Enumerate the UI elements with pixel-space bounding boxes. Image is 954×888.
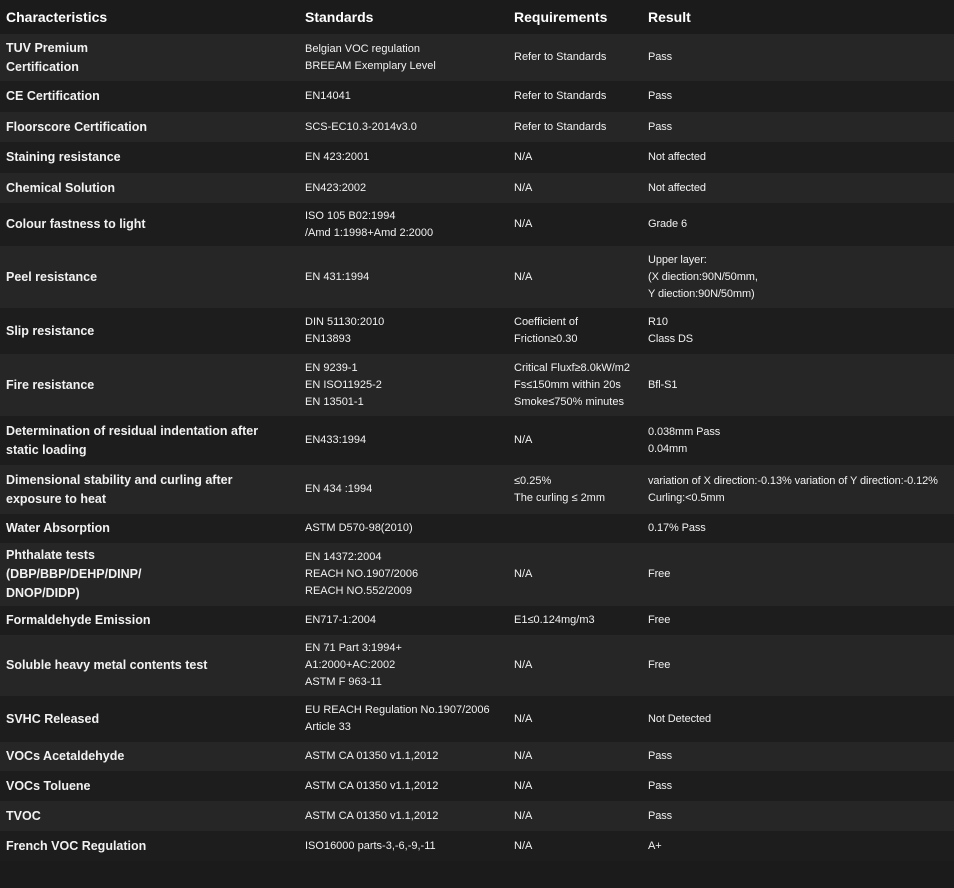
characteristic-cell: Phthalate tests (DBP/BBP/DEHP/DINP/ DNOP/DIDP)	[0, 543, 299, 606]
requirement-cell: N/A	[508, 543, 642, 606]
requirement-cell: N/A	[508, 173, 642, 203]
table-row	[0, 696, 954, 742]
table-row	[0, 203, 954, 246]
characteristic-cell: Peel resistance	[0, 246, 299, 308]
result-cell: Pass	[642, 742, 954, 771]
result-cell: Bfl-S1	[642, 354, 954, 416]
characteristic-cell: French VOC Regulation	[0, 831, 299, 861]
requirement-cell: Coefficient of Friction≥0.30	[508, 308, 642, 354]
standard-cell: EN 14372:2004 REACH NO.1907/2006 REACH NO.552/2009	[299, 543, 508, 606]
table-row	[0, 771, 954, 801]
table-row	[0, 801, 954, 831]
requirement-cell: N/A	[508, 742, 642, 771]
characteristic-cell: VOCs Toluene	[0, 771, 299, 801]
column-header-characteristics: Characteristics	[0, 0, 299, 34]
table-row	[0, 416, 954, 465]
table-row	[0, 112, 954, 142]
characteristic-cell: Slip resistance	[0, 308, 299, 354]
standard-cell: EU REACH Regulation No.1907/2006 Article 33	[299, 696, 508, 742]
characteristic-cell: TVOC	[0, 801, 299, 831]
standard-cell: ASTM CA 01350 v1.1,2012	[299, 801, 508, 831]
requirement-cell: N/A	[508, 203, 642, 246]
table-row	[0, 514, 954, 543]
characteristic-cell: Chemical Solution	[0, 173, 299, 203]
characteristic-cell: CE Certification	[0, 81, 299, 112]
standard-cell: DIN 51130:2010 EN13893	[299, 308, 508, 354]
result-cell: 0.17% Pass	[642, 514, 954, 543]
result-cell: Not affected	[642, 142, 954, 173]
result-cell: Pass	[642, 81, 954, 112]
requirement-cell: ≤0.25% The curling ≤ 2mm	[508, 465, 642, 514]
result-cell: A+	[642, 831, 954, 861]
characteristic-cell: Dimensional stability and curling after exposure to heat	[0, 465, 299, 514]
result-cell: Free	[642, 635, 954, 696]
requirement-cell: Refer to Standards	[508, 81, 642, 112]
table-row	[0, 606, 954, 635]
requirement-cell: N/A	[508, 246, 642, 308]
table-row	[0, 635, 954, 696]
result-cell: Pass	[642, 771, 954, 801]
result-cell: Free	[642, 606, 954, 635]
characteristic-cell: Floorscore Certification	[0, 112, 299, 142]
requirement-cell: Critical Fluxf≥8.0kW/m2 Fs≤150mm within 20s Smoke≤750% minutes	[508, 354, 642, 416]
standard-cell: ISO 105 B02:1994 /Amd 1:1998+Amd 2:2000	[299, 203, 508, 246]
table-row	[0, 354, 954, 416]
characteristic-cell: VOCs Acetaldehyde	[0, 742, 299, 771]
table-row	[0, 308, 954, 354]
standard-cell: ASTM D570-98(2010)	[299, 514, 508, 543]
requirement-cell	[508, 514, 642, 543]
requirement-cell: N/A	[508, 801, 642, 831]
standard-cell: EN717-1:2004	[299, 606, 508, 635]
requirement-cell: N/A	[508, 831, 642, 861]
standard-cell: Belgian VOC regulation BREEAM Exemplary Level	[299, 34, 508, 81]
characteristic-cell: Soluble heavy metal contents test	[0, 635, 299, 696]
result-cell: Pass	[642, 112, 954, 142]
characteristic-cell: Formaldehyde Emission	[0, 606, 299, 635]
result-cell: Free	[642, 543, 954, 606]
standard-cell: EN433:1994	[299, 416, 508, 465]
characteristic-cell: Staining resistance	[0, 142, 299, 173]
table-row	[0, 246, 954, 308]
standard-cell: EN423:2002	[299, 173, 508, 203]
requirement-cell: E1≤0.124mg/m3	[508, 606, 642, 635]
result-cell: R10 Class DS	[642, 308, 954, 354]
result-cell: Upper layer: (X diection:90N/50mm, Y diection:90N/50mm)	[642, 246, 954, 308]
requirement-cell: N/A	[508, 696, 642, 742]
characteristic-cell: SVHC Released	[0, 696, 299, 742]
standard-cell: EN 434 :1994	[299, 465, 508, 514]
result-cell: Not affected	[642, 173, 954, 203]
column-header-standards: Standards	[299, 0, 508, 34]
characteristic-cell: Determination of residual indentation after static loading	[0, 416, 299, 465]
standard-cell: ISO16000 parts-3,-6,-9,-11	[299, 831, 508, 861]
standard-cell: EN14041	[299, 81, 508, 112]
characteristic-cell: Water Absorption	[0, 514, 299, 543]
result-cell: Pass	[642, 801, 954, 831]
table-row	[0, 34, 954, 81]
result-cell: 0.038mm Pass 0.04mm	[642, 416, 954, 465]
standard-cell: ASTM CA 01350 v1.1,2012	[299, 771, 508, 801]
header-row	[0, 0, 954, 34]
table-row	[0, 81, 954, 112]
table-row	[0, 173, 954, 203]
result-cell: Pass	[642, 34, 954, 81]
standard-cell: EN 71 Part 3:1994+ A1:2000+AC:2002 ASTM F 963-11	[299, 635, 508, 696]
table-row	[0, 831, 954, 861]
standard-cell: EN 431:1994	[299, 246, 508, 308]
result-cell: Grade 6	[642, 203, 954, 246]
table-row	[0, 543, 954, 606]
characteristic-cell: TUV Premium Certification	[0, 34, 299, 81]
requirement-cell: Refer to Standards	[508, 34, 642, 81]
table-row	[0, 142, 954, 173]
table-row	[0, 742, 954, 771]
table-row	[0, 465, 954, 514]
requirement-cell: N/A	[508, 771, 642, 801]
standard-cell: SCS-EC10.3-2014v3.0	[299, 112, 508, 142]
requirement-cell: N/A	[508, 416, 642, 465]
column-header-result: Result	[642, 0, 954, 34]
characteristic-cell: Fire resistance	[0, 354, 299, 416]
requirement-cell: N/A	[508, 142, 642, 173]
result-cell: variation of X direction:-0.13% variation of Y direction:-0.12% Curling:<0.5mm	[642, 465, 954, 514]
characteristic-cell: Colour fastness to light	[0, 203, 299, 246]
standard-cell: EN 9239-1 EN ISO11925-2 EN 13501-1	[299, 354, 508, 416]
requirement-cell: N/A	[508, 635, 642, 696]
column-header-requirements: Requirements	[508, 0, 642, 34]
standard-cell: ASTM CA 01350 v1.1,2012	[299, 742, 508, 771]
standard-cell: EN 423:2001	[299, 142, 508, 173]
result-cell: Not Detected	[642, 696, 954, 742]
requirement-cell: Refer to Standards	[508, 112, 642, 142]
